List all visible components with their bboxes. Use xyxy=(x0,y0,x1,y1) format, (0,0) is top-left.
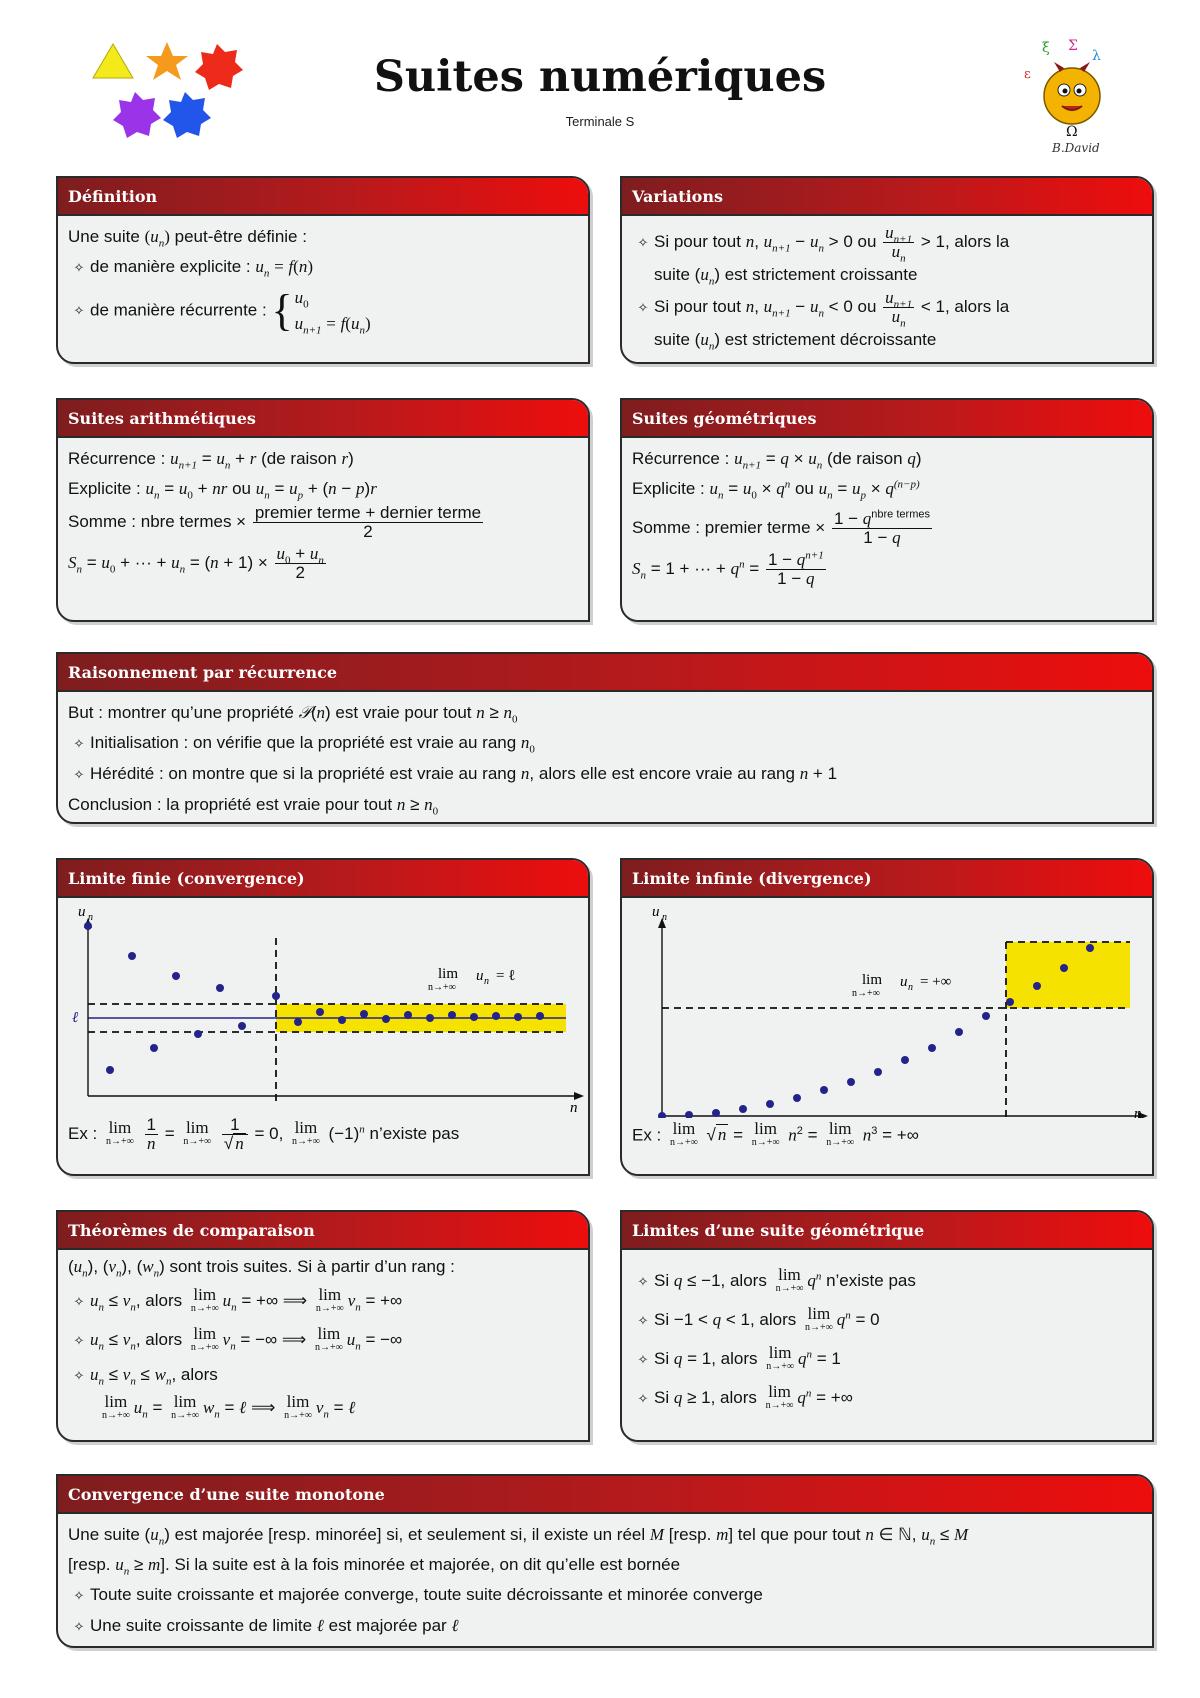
ell-label: ℓ xyxy=(72,1010,79,1026)
y-axis-label: u xyxy=(78,904,86,920)
definition-box xyxy=(56,176,590,364)
geo-limit-case-1: ✧ Si q ≤ −1, alors lim n→+∞ $q^n$ n’existe pas xyxy=(632,1262,1142,1301)
arithmetic-box xyxy=(56,398,590,622)
sequence-point xyxy=(793,1094,801,1102)
y-axis-label: u xyxy=(652,904,660,920)
sequence-point xyxy=(338,1016,346,1024)
author-signature: B.David xyxy=(1052,141,1100,155)
svg-text:Σ: Σ xyxy=(1068,38,1078,54)
sequence-point xyxy=(766,1100,774,1108)
sequence-point xyxy=(382,1015,390,1023)
sequence-point xyxy=(448,1011,456,1019)
svg-text:lim: lim xyxy=(862,972,883,988)
geo-explicit: Explicite : $u_n = u_0 \times q^n$ ou $u_n = u_p \times q^{(n-p)}$ xyxy=(632,478,920,502)
sequence-point xyxy=(150,1044,158,1052)
diamond-icon: ✧ xyxy=(73,1619,85,1634)
monotone-line-1: Une suite $(u_n)$ est majorée [resp. minorée] si, et seulement si, il existe un réel M [resp. m] tel que pour tout n ∈ ℕ, $u_n \le M$ xyxy=(68,1525,969,1548)
arith-sum-formula: $S_n = u_0$ + ··· + $u_n = (n + 1)$ × $\frac{u_0 + u_n}{2}$ xyxy=(68,544,324,582)
monotone-title: Convergence d’une suite monotone xyxy=(58,1476,1152,1514)
svg-text:u: u xyxy=(900,974,908,990)
sequence-point xyxy=(316,1008,324,1016)
sequence-point xyxy=(874,1068,882,1076)
svg-text:Ω: Ω xyxy=(1066,124,1078,140)
convergence-plot xyxy=(58,898,584,1118)
sequence-point xyxy=(470,1013,478,1021)
sequence-point xyxy=(955,1028,963,1036)
svg-text:= ℓ: = ℓ xyxy=(496,968,516,984)
x-axis-label: n xyxy=(570,1100,578,1116)
variations-increasing: ✧ Si pour tout n, $u_{n+1} - u_n > 0$ ou $\frac{u_{n+1}}{u_n}$ > 1, alors la xyxy=(632,224,1142,261)
divergence-plot xyxy=(622,898,1148,1118)
limit-annotation xyxy=(428,966,515,993)
recurrence-goal: But : montrer qu’une propriété 𝒫(n) est vraie pour tout $n \ge n_0$ xyxy=(68,703,518,726)
infinite-limit-title: Limite infinie (divergence) xyxy=(622,860,1152,898)
monotone-item-1: ✧ Toute suite croissante et majorée converge, toute suite décroissante et minorée converge xyxy=(68,1580,1142,1611)
sequence-point xyxy=(106,1066,114,1074)
recurrence-init: ✧ Initialisation : on vérifie que la propriété est vraie au rang $n_0$ xyxy=(68,728,1142,759)
geo-recurrence: Récurrence : $u_{n+1} = q \times u_n$ (de raison q) xyxy=(632,449,922,472)
diamond-icon: ✧ xyxy=(637,299,649,315)
sequence-point xyxy=(847,1078,855,1086)
infinite-limit-box xyxy=(620,858,1154,1176)
arith-explicit: Explicite : $u_n = u_0$ + nr ou $u_n = u_p + (n - p)r$ xyxy=(68,479,377,502)
geometric-box xyxy=(620,398,1154,622)
comparison-intro: $(u_n)$, $(v_n)$, $(w_n)$ sont trois suites. Si à partir d’un rang : xyxy=(68,1257,455,1280)
svg-text:ξ: ξ xyxy=(1042,40,1050,56)
finite-limit-box xyxy=(56,858,590,1176)
sequence-point xyxy=(536,1012,544,1020)
sequence-point xyxy=(1033,982,1041,990)
diamond-icon: ✧ xyxy=(73,736,85,751)
geometric-limits-title: Limites d’une suite géométrique xyxy=(622,1212,1152,1250)
limit-annotation xyxy=(852,972,951,999)
sequence-point xyxy=(1060,964,1068,972)
svg-text:lim: lim xyxy=(438,966,459,982)
sequence-point xyxy=(294,1018,302,1026)
page-subtitle: Terminale S xyxy=(565,114,635,129)
diamond-icon: ✧ xyxy=(637,1391,649,1406)
comparison-squeeze-formula: lim n→+∞ $u_n$ = lim n→+∞ $w_n$ = ℓ ⟹ lim n→+∞ $v_n$ = ℓ xyxy=(102,1391,356,1421)
sequence-point xyxy=(360,1010,368,1018)
sequence-point xyxy=(901,1056,909,1064)
geo-sum-formula: $S_n = 1$ + ··· + $q^n$ = $\frac{1 - q^{n+1}}{1 - q}$ xyxy=(632,549,824,588)
diamond-icon: ✧ xyxy=(73,1368,85,1383)
variations-box: Variations ✧ Si pour tout n, $u_{n+1} - u_n > 0$ ou $\frac{u_{n+1}}{u_n}$ > 1, alors la suite $(u_n)$ est strictement croissante ✧ Si pour tout n, $u_{n+1} - u_n < 0$ ou $\frac{u_{n+1}}{u_n}$ < 1, alors la suite $(u_n)$ est strictement décroissante xyxy=(620,176,1154,364)
svg-text:λ: λ xyxy=(1092,48,1101,64)
svg-text:n: n xyxy=(662,912,667,923)
geometric-limits-box xyxy=(620,1210,1154,1442)
diamond-icon: ✧ xyxy=(73,767,85,782)
svg-text:n: n xyxy=(484,976,489,987)
monotone-item-2: ✧ Une suite croissante de limite ℓ est majorée par ℓ xyxy=(68,1611,1142,1642)
diamond-icon: ✧ xyxy=(73,1588,85,1603)
definition-recursive: ✧ de manière récurrente : { $u_0$ $u_{n+1} = f(u_n)$ xyxy=(68,285,578,337)
variations-decreasing: ✧ Si pour tout n, $u_{n+1} - u_n < 0$ ou $\frac{u_{n+1}}{u_n}$ < 1, alors la xyxy=(632,289,1142,326)
finite-limit-title: Limite finie (convergence) xyxy=(58,860,588,898)
sequence-point xyxy=(492,1012,500,1020)
recurrence-hered: ✧ Hérédité : on montre que si la propriété est vraie au rang n, alors elle est encore vraie au rang n + 1 xyxy=(68,759,1142,790)
geo-sum: Somme : premier terme × $\frac{1 - q^{nbre termes}}{1 - q}$ xyxy=(632,508,930,547)
sequence-point xyxy=(238,1022,246,1030)
monotone-box xyxy=(56,1474,1154,1648)
definition-intro: Une suite $(u_n)$ peut-être définie : xyxy=(68,227,307,250)
sequence-point xyxy=(739,1105,747,1113)
definition-explicit: ✧ de manière explicite : $u_n = f(n)$ xyxy=(68,252,578,283)
sequence-point xyxy=(128,952,136,960)
svg-text:n: n xyxy=(908,982,913,993)
sequence-point xyxy=(820,1086,828,1094)
sequence-point xyxy=(194,1030,202,1038)
comparison-minus-inf: ✧ $u_n \le v_n$, alors lim n→+∞ $v_n$ = −∞ ⟹ lim n→+∞ $u_n$ = −∞ xyxy=(68,1321,578,1360)
comparison-box xyxy=(56,1210,590,1442)
recurrence-conclusion: Conclusion : la propriété est vraie pour tout $n \ge n_0$ xyxy=(68,795,439,818)
sequence-point xyxy=(982,1012,990,1020)
recurrence-box xyxy=(56,652,1154,824)
sequence-point xyxy=(404,1011,412,1019)
diamond-icon: ✧ xyxy=(637,1352,649,1367)
geometric-title: Suites géométriques xyxy=(622,400,1152,438)
geo-limit-case-4: ✧ Si q ≥ 1, alors lim n→+∞ $q^n$ = +∞ xyxy=(632,1379,1142,1418)
x-axis-label: n xyxy=(1134,1106,1142,1118)
comparison-squeeze: ✧ $u_n \le v_n \le w_n$, alors xyxy=(68,1360,578,1391)
comparison-title: Théorèmes de comparaison xyxy=(58,1212,588,1250)
comparison-plus-inf: ✧ $u_n \le v_n$, alors lim n→+∞ $u_n$ = +∞ ⟹ lim n→+∞ $v_n$ = +∞ xyxy=(68,1282,578,1321)
recurrence-title: Raisonnement par récurrence xyxy=(58,654,1152,692)
variations-title: Variations xyxy=(622,178,1152,216)
arith-sum: Somme : nbre termes × $\frac{\text{premier terme + dernier terme}}{2}$ xyxy=(68,503,482,541)
geo-limit-case-2: ✧ Si −1 < q < 1, alors lim n→+∞ $q^n = 0$ xyxy=(632,1301,1142,1340)
definition-title: Définition xyxy=(58,178,588,216)
arith-recurrence: Récurrence : $u_{n+1} = u_n + r$ (de raison r) xyxy=(68,449,354,472)
sequence-point xyxy=(216,984,224,992)
mascot-logo xyxy=(1020,38,1130,158)
sequence-point xyxy=(272,992,280,1000)
infinite-limit-examples: Ex : lim n→+∞ √ n = lim n→+∞ $n^2$ = lim n→+∞ $n^3$ = +∞ xyxy=(632,1119,919,1148)
diamond-icon: ✧ xyxy=(73,1333,85,1348)
svg-text:n→+∞: n→+∞ xyxy=(428,982,456,993)
svg-text:u: u xyxy=(476,968,484,984)
diamond-icon: ✧ xyxy=(73,1294,85,1309)
sequence-point xyxy=(1006,998,1014,1006)
page-title: Suites numériques xyxy=(373,52,827,102)
sequence-point xyxy=(172,972,180,980)
diamond-icon: ✧ xyxy=(73,260,85,275)
finite-limit-examples: Ex : lim n→+∞ $\frac{1}{n}$ = lim n→+∞ $\frac{1}{√ n}$ = 0, lim n→+∞ $(-1)^n$ n’existe pas xyxy=(68,1115,460,1153)
sequence-point xyxy=(514,1013,522,1021)
diamond-icon: ✧ xyxy=(637,234,649,250)
svg-text:n: n xyxy=(88,912,93,923)
sequence-point xyxy=(84,922,92,930)
monotone-line-2: [resp. $u_n \ge m$]. Si la suite est à la fois minorée et majorée, on dit qu’elle est bornée xyxy=(68,1555,681,1578)
sequence-point xyxy=(426,1014,434,1022)
svg-text:= +∞: = +∞ xyxy=(920,974,952,990)
diamond-icon: ✧ xyxy=(637,1274,649,1289)
svg-text:ε: ε xyxy=(1024,67,1031,82)
sequence-point xyxy=(1086,944,1094,952)
svg-text:n→+∞: n→+∞ xyxy=(852,988,880,999)
sequence-point xyxy=(928,1044,936,1052)
geo-limit-case-3: ✧ Si q = 1, alors lim n→+∞ $q^n = 1$ xyxy=(632,1340,1142,1379)
diamond-icon: ✧ xyxy=(637,1313,649,1328)
diamond-icon: ✧ xyxy=(73,303,85,319)
arithmetic-title: Suites arithmétiques xyxy=(58,400,588,438)
